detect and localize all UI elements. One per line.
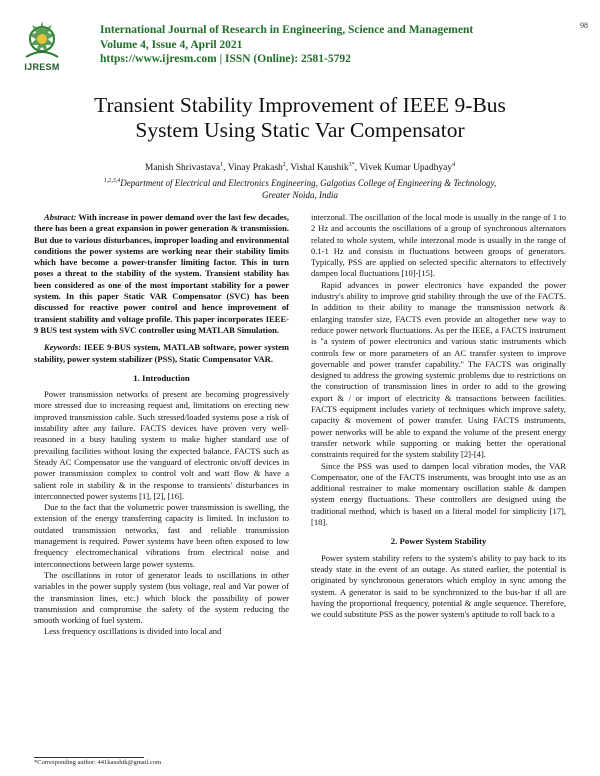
author-1: Manish Shrivastava xyxy=(144,163,221,173)
author-list: Manish Shrivastava$^1$, Vinay Prakash$^2$, Vishal Kaushik$^{3*}$, Vivek Kumar Upadhyay$^4$ xyxy=(144,161,456,173)
paragraph: The oscillations in rotor of generator leads to oscillations in other variables in the power supply system (bus voltage, real and Var power of the transmission lines, etc.) which block the possibility of power transmission and compromise the safety of the system reducing the smooth working of fuel system. xyxy=(34,569,289,626)
journal-header xyxy=(0,0,600,80)
author-2: Vinay Prakash xyxy=(227,163,283,173)
affiliation-line-2: Greater Noida, India xyxy=(262,190,338,200)
affiliation-line-1: Department of Electrical and Electronics Engineering, Galgotias College of Engineering & Technology, xyxy=(120,178,497,188)
keywords-label: Keywords xyxy=(44,342,79,353)
affiliation: $^{1,2,3,4}$Department of Electrical and Electronics Engineering, Galgotias College of Engineering & Technology, Greater Noida, India xyxy=(30,177,570,201)
abstract-text: With increase in power demand over the last few decades, there has been a great expansion in power generation & transmission. But due to various disturbances, improper loading and environmental conditions the power systems are working near their stability limits which have become a power-transfer limiting factor. This in turn poses a threat to the stability of the system. Transient stability has been considered as one of the most important stability for a power system. In this paper Static VAR Compensator (SVC) has been discussed for reactive power control and hence improvement of transient stability and voltage profile. This paper incorporates IEEE-9 BUS test system with SVC controller using MATLAB Simulation. xyxy=(34,212,289,335)
title-line-2: System Using Static Var Compensator xyxy=(135,118,465,142)
paragraph: Due to the fact that the volumetric power transmission is swelling, the extension of the energy transferring capacity is limited. In inclusion to outdated transmission networks, fast and reliable transmission management is required. Power systems have been often exposed to low frequency electromechanical vibrations from electrical noise and interconnections between large power systems. xyxy=(34,502,289,569)
left-column xyxy=(34,212,289,638)
section-1-heading: 1. Introduction xyxy=(133,372,190,383)
paragraph: Power transmission networks of present are becoming progressively more stressed due to increasing request and, limitations on erecting new improved transmission cable. Such stressed/loaded systems pose a risk of instability after any failure. FACTS devices have proven very well-reasoned in a busy hauling system to make higher standard use of prevailing facilities without losing the expected balance. FACTS such as Steady AC Compensator use the vanguard of electronic on/off devices in power transmission complex to control volt and watt flow & have a salient role in stability & in the response to transients' disturbances in interconnected power systems [1], [2], [16]. xyxy=(34,389,289,501)
journal-info xyxy=(100,23,473,67)
paragraph: Since the PSS was used to dampen local vibration modes, the VAR Compensator, one of the FACTS instruments, was brought into use as an additional restrainer to make momentary oscillation stable & dampen system energy fluctuations. These controllers are designed using the traditional method, which is based on a literal model for simplicity [17], [18]. xyxy=(311,460,566,528)
section-2-heading: 2. Power System Stability xyxy=(390,536,487,547)
abstract xyxy=(34,212,289,336)
keywords xyxy=(34,342,289,365)
journal-website-issn[interactable]: https://www.ijresm.com | ISSN (Online): 2581-5792 xyxy=(100,53,351,65)
abstract-label: Abstract: xyxy=(44,212,77,222)
footnote-divider xyxy=(34,757,144,758)
paragraph: Power system stability refers to the system's ability to pay back to its steady state in the event of an outage. As stated earlier, the potential is originated by synchronous generators which employ in sync among the system. A generator is said to be synchronized to the bus-bar if all are having the proportional frequency, potential & angle sequence. Therefore, we could substitute PSS as the power system's aptitude to roll back to a xyxy=(311,552,566,620)
page-number: 98 xyxy=(580,21,588,30)
right-column xyxy=(311,212,566,620)
footnote: *Corresponding author: 441kaushik@gmail.com xyxy=(34,759,162,766)
paragraph: Rapid advances in power electronics have expanded the power industry's ability to improve grid stability through the use of the FACTS. In addition to their ability to manage the transmission network & enlarging transfer size, FACTS even provide an altogether new way to reduce power network fluctuations. As per the IEEE, a FACTS instrument is "a system of power electronics and various static instruments which controls few or more parameters of an AC transfer system to improve governable and power transfer capability." The FACTS was originally designed to address the growing systemic problems due to restrictions on the construction of transmission lines in order to add to the growing export & / or import of electricity & transactions between facilities. FACTS equipment includes variety of techniques which improve safety, capacity & movement of power transfer. Using FACTS instruments, power networks will be able to expand the volume of the present energy transfer network while supporting or making better the operational constraints required for the system stability [2]-[4]. xyxy=(311,279,566,460)
journal-name: International Journal of Research in Engineering, Science and Management xyxy=(100,24,474,36)
volume-issue: Volume 4, Issue 4, April 2021 xyxy=(100,38,243,51)
keywords-text: : IEEE 9-BUS system, MATLAB software, power system stability, power system stabilizer (PSS), Static Compensator VAR. xyxy=(34,342,289,364)
author-4: Vivek Kumar Upadhyay xyxy=(359,163,453,173)
paragraph: Less frequency oscillations is divided into local and xyxy=(44,626,222,637)
paragraph: interzonal. The oscillation of the local mode is usually in the range of 1 to 2 Hz and accounts the oscillations of a group of synchronous alternators related to whole system, while interzonal mode is usually in the range of 0.1-1 Hz and consists in fluctuations between groups of generators. Typically, PSS are applied on selected specific alternators to effectively dampen local fluctuations [10]-[15]. xyxy=(311,212,566,279)
paper-title xyxy=(30,93,570,143)
title-line-1: Transient Stability Improvement of IEEE 9-Bus xyxy=(94,93,506,117)
author-3: Vishal Kaushik xyxy=(290,163,349,173)
logo-text: IJRESM xyxy=(24,62,60,72)
